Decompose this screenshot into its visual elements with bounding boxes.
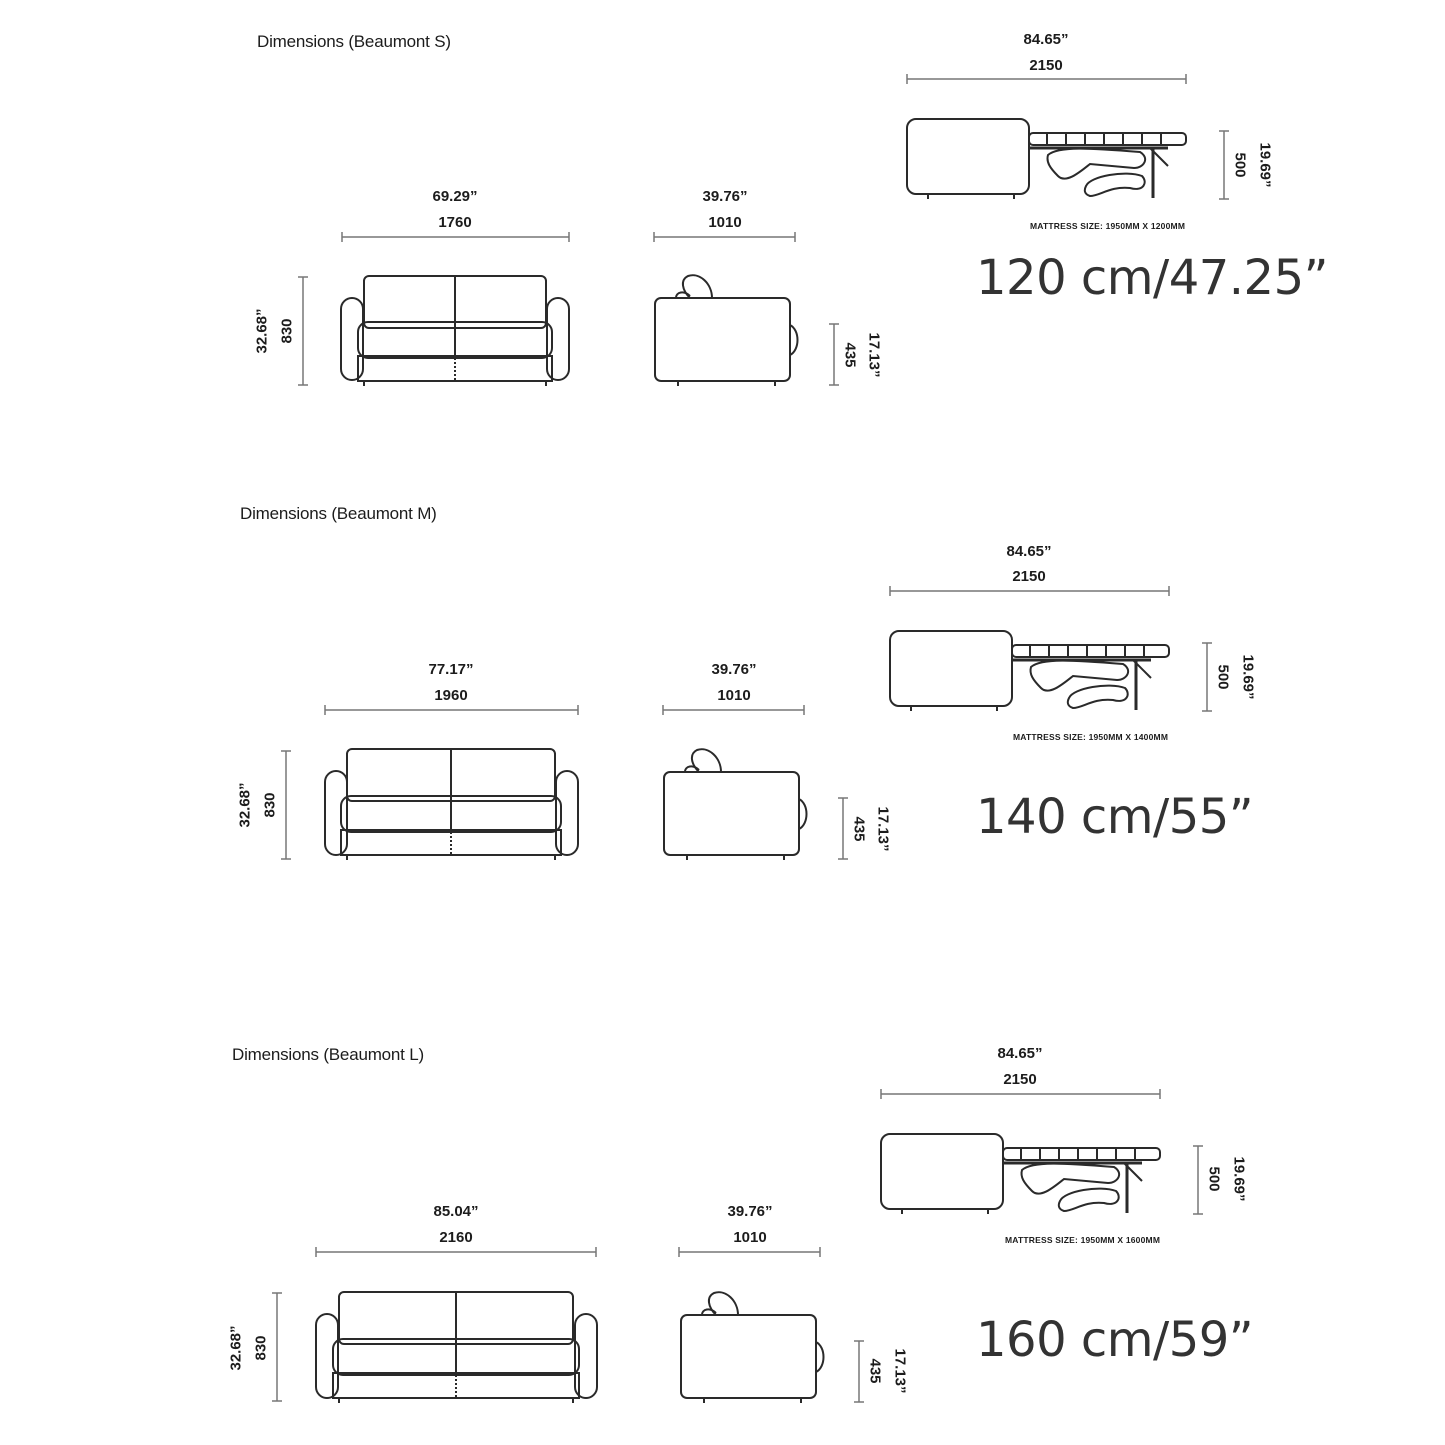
bed-height-dimension-line [1219,131,1229,199]
front-height-dimension-line [298,277,308,385]
side-seat-dimension-line [854,1341,864,1402]
side-depth-inches: 39.76” [702,188,748,205]
mattress-width-label: 140 cm/55” [976,789,1254,845]
sofabed-open-side-view [881,1134,1160,1214]
section-title: Dimensions (Beaumont M) [240,504,437,523]
side-depth-dimension-line [663,705,804,715]
side-depth-dimension-line [654,232,795,242]
bed-length-inches: 84.65” [997,1045,1043,1062]
front-width-mm: 2160 [439,1229,473,1246]
bed-height-inches: 19.69” [1230,1156,1248,1202]
front-height-inches: 32.68” [253,308,271,354]
front-width-mm: 1760 [438,214,472,231]
bed-length-mm: 2150 [1029,57,1063,74]
bed-length-dimension-line [890,586,1169,596]
front-height-inches: 32.68” [227,1325,245,1371]
side-depth-mm: 1010 [733,1229,767,1246]
front-width-dimension-line [342,232,569,242]
bed-length-dimension-line [907,74,1186,84]
bed-length-inches: 84.65” [1006,543,1052,560]
front-height-mm: 830 [252,1335,270,1361]
sofa-side-view [681,1292,824,1403]
sofabed-open-side-view [907,119,1186,199]
bed-length-mm: 2150 [1003,1071,1037,1088]
front-width-inches: 77.17” [428,661,474,678]
sofa-front-view [316,1292,597,1403]
side-depth-mm: 1010 [717,687,751,704]
mattress-width-label: 120 cm/47.25” [976,250,1328,306]
side-seat-mm: 435 [841,342,859,368]
sofa-side-view [655,275,798,386]
side-depth-dimension-line [679,1247,820,1257]
bed-height-mm: 500 [1231,152,1249,178]
section-title: Dimensions (Beaumont L) [232,1045,424,1064]
front-width-inches: 69.29” [432,188,478,205]
side-seat-dimension-line [838,798,848,859]
front-height-mm: 830 [278,318,296,344]
front-height-mm: 830 [261,792,279,818]
side-seat-mm: 435 [866,1358,884,1384]
side-depth-inches: 39.76” [727,1203,773,1220]
sofabed-open-side-view [890,631,1169,711]
front-height-inches: 32.68” [236,782,254,828]
front-width-mm: 1960 [434,687,468,704]
front-width-dimension-line [325,705,578,715]
front-width-dimension-line [316,1247,596,1257]
side-seat-mm: 435 [850,816,868,842]
mattress-size: MATTRESS SIZE: 1950MM X 1200MM [1030,221,1186,231]
bed-height-inches: 19.69” [1239,654,1257,700]
bed-length-inches: 84.65” [1023,31,1069,48]
sofa-side-view [664,749,807,860]
side-seat-inches: 17.13” [891,1348,909,1394]
side-seat-dimension-line [829,324,839,385]
bed-length-dimension-line [881,1089,1160,1099]
bed-height-mm: 500 [1205,1166,1223,1192]
sofa-front-view [341,276,569,386]
front-height-dimension-line [281,751,291,859]
side-depth-mm: 1010 [708,214,742,231]
side-seat-inches: 17.13” [874,806,892,852]
bed-height-dimension-line [1202,643,1212,711]
side-seat-inches: 17.13” [865,332,883,378]
section-title: Dimensions (Beaumont S) [257,32,451,51]
side-depth-inches: 39.76” [711,661,757,678]
front-width-inches: 85.04” [433,1203,479,1220]
bed-height-inches: 19.69” [1256,142,1274,188]
bed-height-dimension-line [1193,1146,1203,1214]
bed-height-mm: 500 [1214,664,1232,690]
mattress-size: MATTRESS SIZE: 1950MM X 1400MM [1013,732,1169,742]
sofa-front-view [325,749,578,860]
front-height-dimension-line [272,1293,282,1401]
bed-length-mm: 2150 [1012,568,1046,585]
mattress-size: MATTRESS SIZE: 1950MM X 1600MM [1005,1235,1161,1245]
mattress-width-label: 160 cm/59” [976,1312,1254,1368]
